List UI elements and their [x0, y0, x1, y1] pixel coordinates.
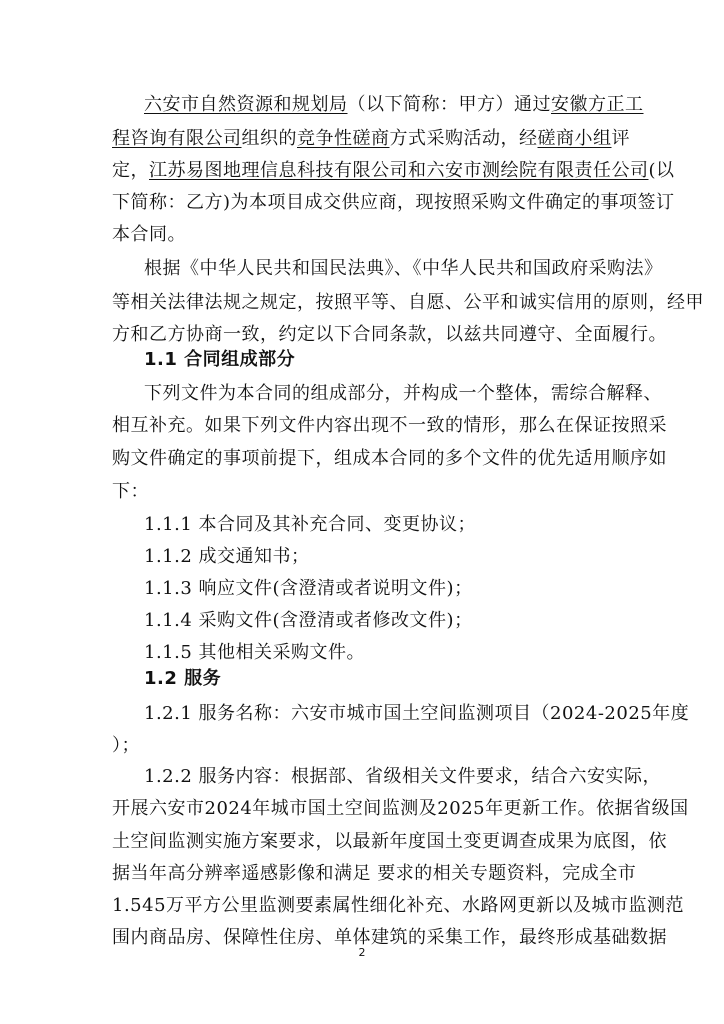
para1-text: 组织的	[241, 128, 297, 149]
section-1-2-item2-line1: 1.2.2 服务内容：根据部、省级相关文件要求，结合六安实际，	[144, 766, 662, 787]
para1-line4: 下简称：乙方)为本项目成交供应商，现按照采购文件确定的事项签订	[112, 192, 675, 213]
page-number: 2	[358, 946, 366, 959]
para1-line5: 本合同。	[112, 224, 186, 245]
procurement-method: 竞争性磋商	[297, 128, 390, 149]
section-1-1-line4: 下：	[112, 481, 149, 502]
para2-line2: 等相关法律法规之规定，按照平等、自愿、公平和诚实信用的原则，经甲	[112, 292, 704, 313]
section-1-2-item1-line2: ）；	[112, 735, 140, 756]
para1-text: （以下简称：甲方）通过	[347, 94, 551, 115]
para1-line1	[144, 90, 644, 120]
section-1-2-item2-line3: 土空间监测实施方案要求，以最新年度国土变更调查成果为底图，依	[112, 831, 667, 852]
section-1-2-item2-line2: 开展六安市2024年城市国土空间监测及2025年更新工作。依据省级国	[112, 798, 689, 819]
para2-line1: 根据《中华人民共和国民法典》、《中华人民共和国政府采购法》	[144, 258, 663, 279]
section-1-2-item2-line4: 据当年高分辨率遥感影像和满足 要求的相关专题资料，完成全市	[112, 863, 637, 884]
section-1-1-line2: 相互补充。如果下列文件内容出现不一致的情形，那么在保证按照采	[112, 415, 667, 436]
review-group: 磋商小组	[537, 128, 612, 149]
list-item: 1.1.5 其他相关采购文件。	[144, 642, 366, 663]
section-1-2-item1-line1: 1.2.1 服务名称：六安市城市国土空间监测项目（2024-2025年度	[144, 703, 690, 724]
section-1-1-line3: 购文件确定的事项前提下，组成本合同的多个文件的优先适用顺序如	[112, 448, 667, 469]
party-b-names: 江苏易图地理信息科技有限公司和六安市测绘院有限责任公司	[149, 160, 649, 181]
section-1-2-item2-line6: 围内商品房、保障性住房、单体建筑的采集工作，最终形成基础数据	[112, 927, 667, 948]
agency-name-part1: 安徽方正工	[551, 94, 644, 115]
para2-line3: 方和乙方协商一致，约定以下合同条款，以兹共同遵守、全面履行。	[112, 324, 667, 345]
para1-text: 评	[611, 128, 630, 149]
party-a-name: 六安市自然资源和规划局	[144, 94, 348, 115]
agency-name-part2: 程咨询有限公司	[112, 128, 242, 149]
list-item: 1.1.3 响应文件(含澄清或者说明文件)；	[144, 578, 473, 599]
list-item: 1.1.1 本合同及其补充合同、变更协议；	[144, 514, 477, 535]
para1-text: 定，	[112, 160, 149, 181]
section-1-2-heading: 1.2 服务	[144, 668, 222, 689]
section-1-1-line1: 下列文件为本合同的组成部分，并构成一个整体，需综合解释、	[144, 383, 662, 404]
para1-text: (以	[648, 160, 675, 181]
para1-text: 方式采购活动，经	[389, 128, 538, 149]
para1-line3	[112, 156, 675, 186]
list-item: 1.1.2 成交通知书；	[144, 546, 310, 567]
list-item: 1.1.4 采购文件(含澄清或者修改文件)；	[144, 610, 473, 631]
section-1-1-heading: 1.1 合同组成部分	[144, 349, 296, 370]
para1-line2	[112, 124, 630, 154]
section-1-2-item2-line5: 1.545万平方公里监测要素属性细化补充、水路网更新以及城市监测范	[112, 895, 685, 916]
